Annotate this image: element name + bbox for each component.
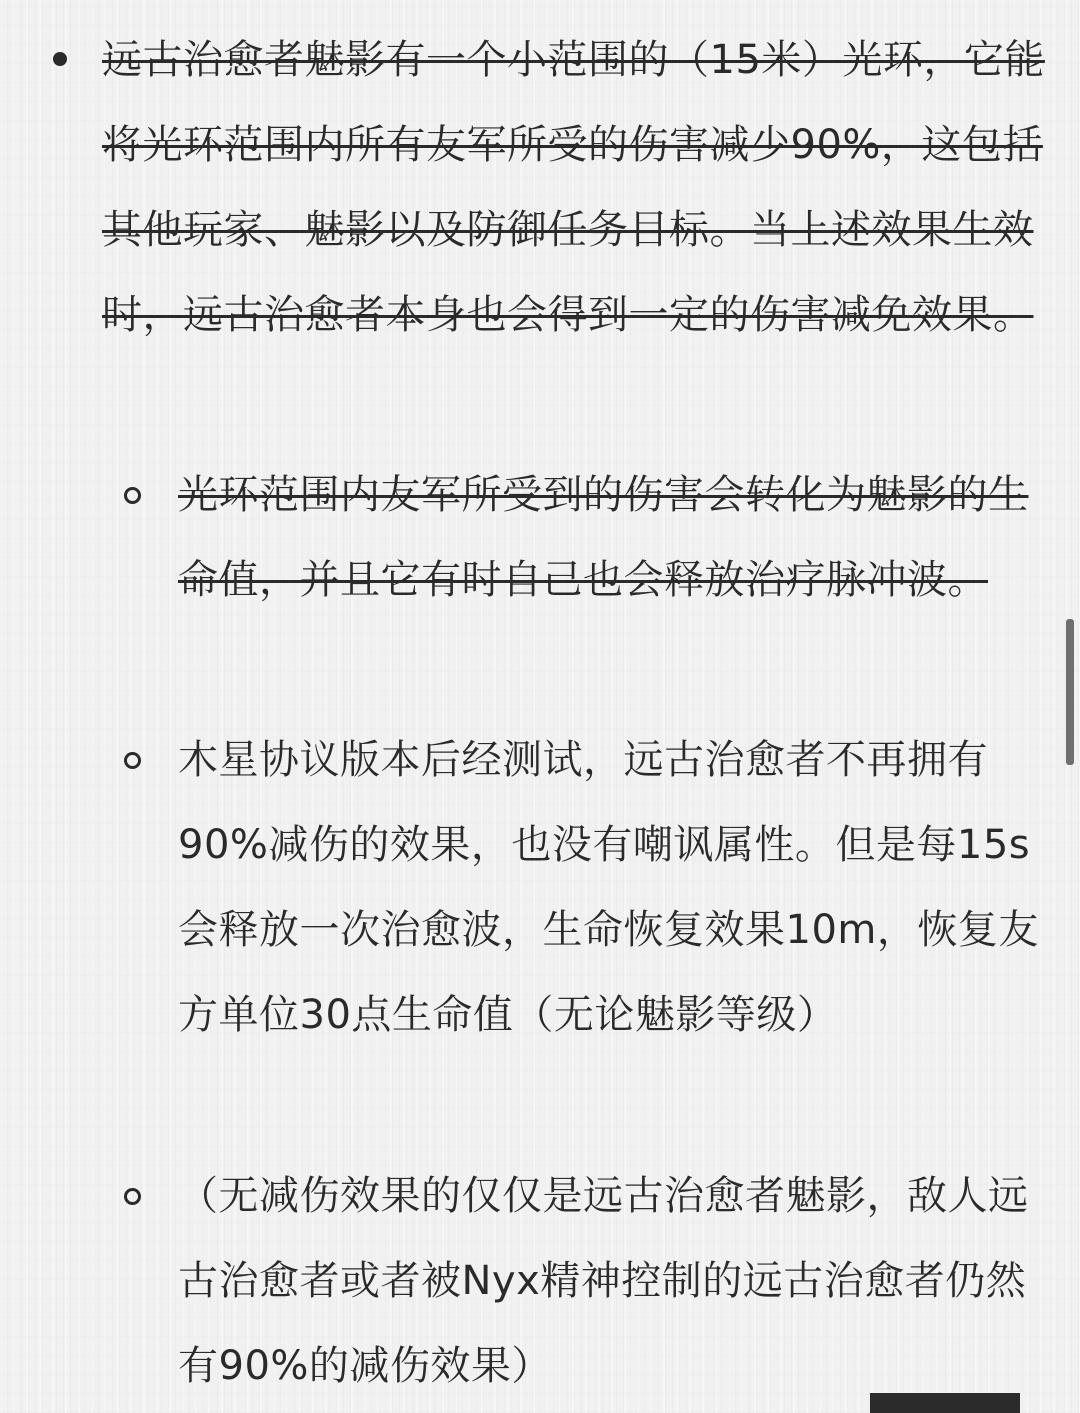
sub-bullet-circle-icon — [124, 752, 141, 769]
bottom-edge-block — [870, 1393, 1020, 1413]
sub-item: （无减伤效果的仅仅是远古治愈者魅影，敌人远古治愈者或者被Nyx精神控制的远古治愈者仍然有90%的减伤效果） — [178, 1173, 1029, 1389]
sub-item-struck: 光环范围内友军所受到的伤害会转化为魅影的生命值，并且它有时自己也会释放治疗脉冲波。 — [178, 472, 1029, 603]
bullet-disc-icon — [53, 52, 67, 66]
sub-bullet-circle-icon — [124, 487, 141, 504]
bullet-item-struck: 远古治愈者魅影有一个小范围的（15米）光环，它能将光环范围内所有友军所受的伤害减少90%，这包括其他玩家、魅影以及防御任务目标。当上述效果生效时，远古治愈者本身也会得到一定的伤害减免效果。 — [102, 37, 1045, 338]
scrollbar-thumb[interactable] — [1066, 619, 1074, 765]
sub-bullet-circle-icon — [124, 1188, 141, 1205]
sub-item: 木星协议版本后经测试，远古治愈者不再拥有90%减伤的效果，也没有嘲讽属性。但是每15s会释放一次治愈波，生命恢复效果10m，恢复友方单位30点生命值（无论魅影等级） — [178, 737, 1039, 1038]
